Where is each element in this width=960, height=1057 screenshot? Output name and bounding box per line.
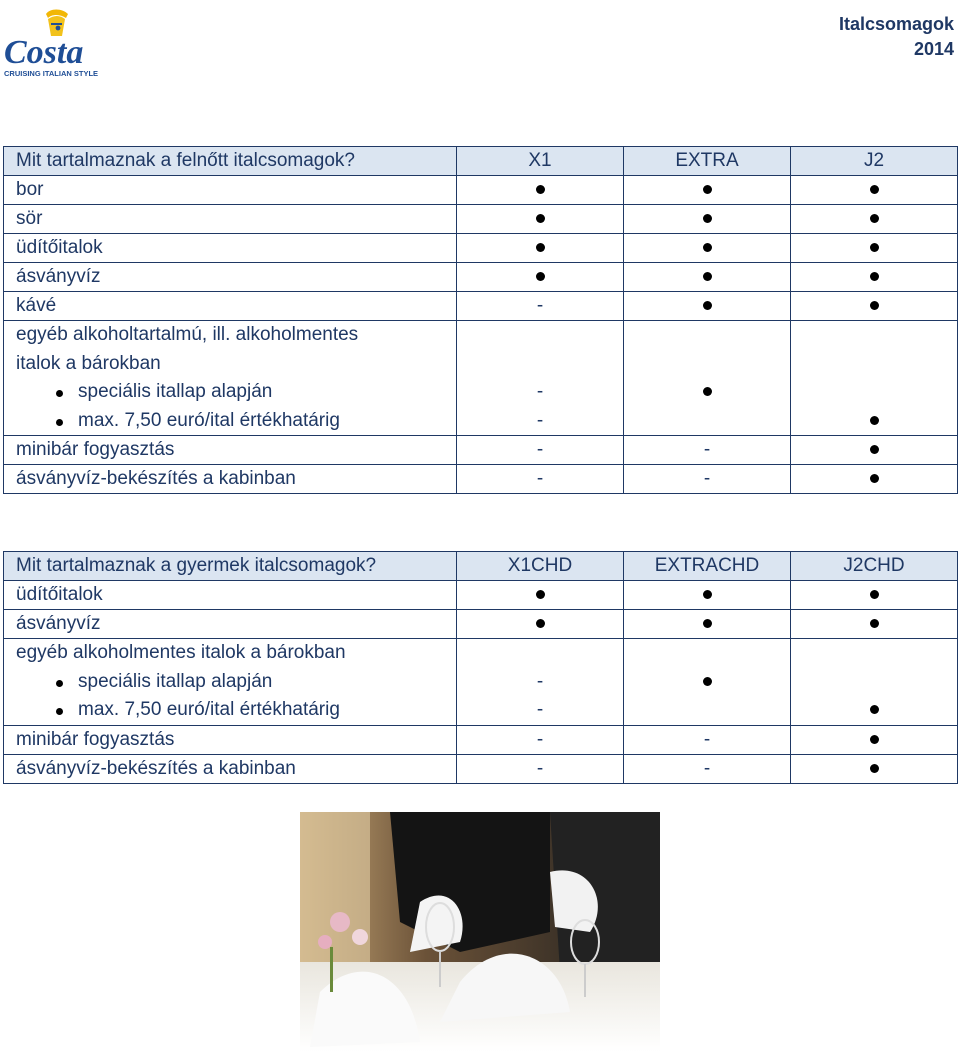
row-cell bbox=[624, 292, 791, 321]
header-j2chd: J2CHD bbox=[791, 552, 958, 581]
row-cell bbox=[457, 465, 624, 494]
table-row bbox=[4, 725, 958, 754]
not-included-dash: - bbox=[536, 699, 544, 720]
not-included-dash: - bbox=[536, 757, 544, 779]
included-dot-icon bbox=[536, 214, 545, 223]
row-cell bbox=[457, 234, 624, 263]
not-included-dash: - bbox=[536, 381, 544, 402]
row-label: bor bbox=[4, 176, 457, 205]
included-dot-icon bbox=[870, 243, 879, 252]
costa-logo bbox=[2, 6, 106, 80]
included-dot-icon bbox=[536, 590, 545, 599]
header-extrachd: EXTRACHD bbox=[624, 552, 791, 581]
included-dot-icon bbox=[870, 301, 879, 310]
table-row bbox=[4, 263, 958, 292]
other-drinks-j2 bbox=[791, 321, 958, 436]
other-drinks-line-2: italok a bárokban bbox=[16, 352, 161, 374]
row-cell bbox=[791, 176, 958, 205]
included-dot-icon bbox=[703, 185, 712, 194]
row-cell bbox=[457, 263, 624, 292]
included-dot-icon bbox=[703, 590, 712, 599]
table-row bbox=[4, 754, 958, 783]
row-label: üdítőitalok bbox=[4, 581, 457, 610]
not-included-dash: - bbox=[536, 468, 544, 489]
row-cell bbox=[791, 205, 958, 234]
included-dot-icon bbox=[870, 735, 879, 744]
included-dot-icon bbox=[703, 619, 712, 628]
table-row bbox=[4, 436, 958, 465]
other-drinks-j2chd bbox=[791, 639, 958, 726]
other-drinks-sub-1: speciális itallap alapján bbox=[4, 668, 456, 697]
not-included-dash: - bbox=[536, 409, 544, 431]
other-drinks-extra bbox=[624, 321, 791, 436]
row-label: üdítőitalok bbox=[4, 234, 457, 263]
table-header-row bbox=[4, 552, 958, 581]
other-drinks-sub-1: speciális itallap alapján bbox=[4, 378, 456, 407]
waiter-table-photo bbox=[300, 812, 660, 1052]
included-dot-icon bbox=[870, 416, 879, 425]
row-cell bbox=[791, 436, 958, 465]
other-drinks-label bbox=[4, 639, 457, 726]
other-drinks-label bbox=[4, 321, 457, 436]
included-dot-icon bbox=[703, 272, 712, 281]
not-included-dash: - bbox=[703, 468, 711, 489]
row-label: ásványvíz-bekészítés a kabinban bbox=[4, 754, 457, 783]
table-row bbox=[4, 465, 958, 494]
row-label: kávé bbox=[4, 292, 457, 321]
included-dot-icon bbox=[703, 387, 712, 396]
row-cell bbox=[624, 234, 791, 263]
table-row-other-drinks bbox=[4, 321, 958, 436]
row-label: ásványvíz bbox=[4, 263, 457, 292]
other-drinks-extrachd bbox=[624, 639, 791, 726]
row-cell bbox=[791, 465, 958, 494]
row-cell bbox=[457, 581, 624, 610]
table-header-row bbox=[4, 147, 958, 176]
included-dot-icon bbox=[870, 474, 879, 483]
header-extra: EXTRA bbox=[624, 147, 791, 176]
row-cell bbox=[624, 581, 791, 610]
child-packages-table bbox=[3, 551, 958, 784]
included-dot-icon bbox=[870, 705, 879, 714]
table-row bbox=[4, 234, 958, 263]
included-dot-icon bbox=[870, 619, 879, 628]
included-dot-icon bbox=[703, 214, 712, 223]
other-drinks-x1chd bbox=[457, 639, 624, 726]
header-question: Mit tartalmaznak a felnőtt italcsomagok? bbox=[4, 147, 457, 176]
row-label: minibár fogyasztás bbox=[4, 725, 457, 754]
table-row-other-drinks bbox=[4, 639, 958, 726]
row-label: ásványvíz-bekészítés a kabinban bbox=[4, 465, 457, 494]
not-included-dash: - bbox=[703, 757, 711, 779]
svg-text:CRUISING ITALIAN STYLE: CRUISING ITALIAN STYLE bbox=[4, 69, 99, 78]
row-cell bbox=[457, 436, 624, 465]
table-row bbox=[4, 610, 958, 639]
table-row bbox=[4, 176, 958, 205]
included-dot-icon bbox=[870, 445, 879, 454]
row-cell bbox=[791, 725, 958, 754]
other-drinks-sub-2: max. 7,50 euró/ital értékhatárig bbox=[4, 696, 456, 725]
row-label: ásványvíz bbox=[4, 610, 457, 639]
not-included-dash: - bbox=[536, 670, 544, 692]
table-row bbox=[4, 205, 958, 234]
row-cell bbox=[457, 610, 624, 639]
row-cell bbox=[624, 205, 791, 234]
adult-packages-table bbox=[3, 146, 958, 494]
other-drinks-line-1: egyéb alkoholtartalmú, ill. alkoholmentes bbox=[16, 324, 359, 345]
row-cell bbox=[624, 754, 791, 783]
dining-photo-image bbox=[300, 812, 660, 1052]
not-included-dash: - bbox=[703, 439, 711, 460]
title-line-2: 2014 bbox=[913, 39, 954, 59]
row-cell bbox=[624, 725, 791, 754]
row-cell bbox=[457, 754, 624, 783]
included-dot-icon bbox=[703, 243, 712, 252]
row-cell bbox=[791, 292, 958, 321]
included-dot-icon bbox=[536, 185, 545, 194]
table-row bbox=[4, 292, 958, 321]
other-drinks-line-1: egyéb alkoholmentes italok a bárokban bbox=[16, 642, 346, 663]
row-cell bbox=[791, 754, 958, 783]
header-x1: X1 bbox=[457, 147, 624, 176]
row-cell bbox=[624, 263, 791, 292]
row-label: minibár fogyasztás bbox=[4, 436, 457, 465]
included-dot-icon bbox=[870, 214, 879, 223]
not-included-dash: - bbox=[536, 439, 544, 460]
other-drinks-sub-2: max. 7,50 euró/ital értékhatárig bbox=[4, 407, 456, 436]
included-dot-icon bbox=[703, 677, 712, 686]
title-line-1: Italcsomagok bbox=[838, 14, 954, 34]
row-cell bbox=[457, 292, 624, 321]
header-question: Mit tartalmaznak a gyermek italcsomagok? bbox=[4, 552, 457, 581]
not-included-dash: - bbox=[536, 728, 544, 750]
row-cell bbox=[791, 263, 958, 292]
svg-text:Costa: Costa bbox=[4, 34, 84, 71]
row-cell bbox=[457, 205, 624, 234]
row-cell bbox=[457, 176, 624, 205]
included-dot-icon bbox=[870, 272, 879, 281]
included-dot-icon bbox=[870, 764, 879, 773]
row-cell bbox=[457, 725, 624, 754]
included-dot-icon bbox=[870, 185, 879, 194]
row-cell bbox=[624, 610, 791, 639]
row-label: sör bbox=[4, 205, 457, 234]
included-dot-icon bbox=[536, 619, 545, 628]
row-cell bbox=[624, 436, 791, 465]
row-cell bbox=[624, 465, 791, 494]
included-dot-icon bbox=[870, 590, 879, 599]
included-dot-icon bbox=[536, 243, 545, 252]
not-included-dash: - bbox=[703, 728, 711, 750]
row-cell bbox=[791, 234, 958, 263]
header-j2: J2 bbox=[791, 147, 958, 176]
costa-logo-icon bbox=[2, 6, 106, 80]
document-title bbox=[839, 12, 954, 62]
table-row bbox=[4, 581, 958, 610]
row-cell bbox=[791, 581, 958, 610]
header-x1chd: X1CHD bbox=[457, 552, 624, 581]
row-cell bbox=[624, 176, 791, 205]
included-dot-icon bbox=[536, 272, 545, 281]
row-cell bbox=[791, 610, 958, 639]
not-included-dash: - bbox=[536, 295, 544, 316]
other-drinks-x1 bbox=[457, 321, 624, 436]
included-dot-icon bbox=[703, 301, 712, 310]
